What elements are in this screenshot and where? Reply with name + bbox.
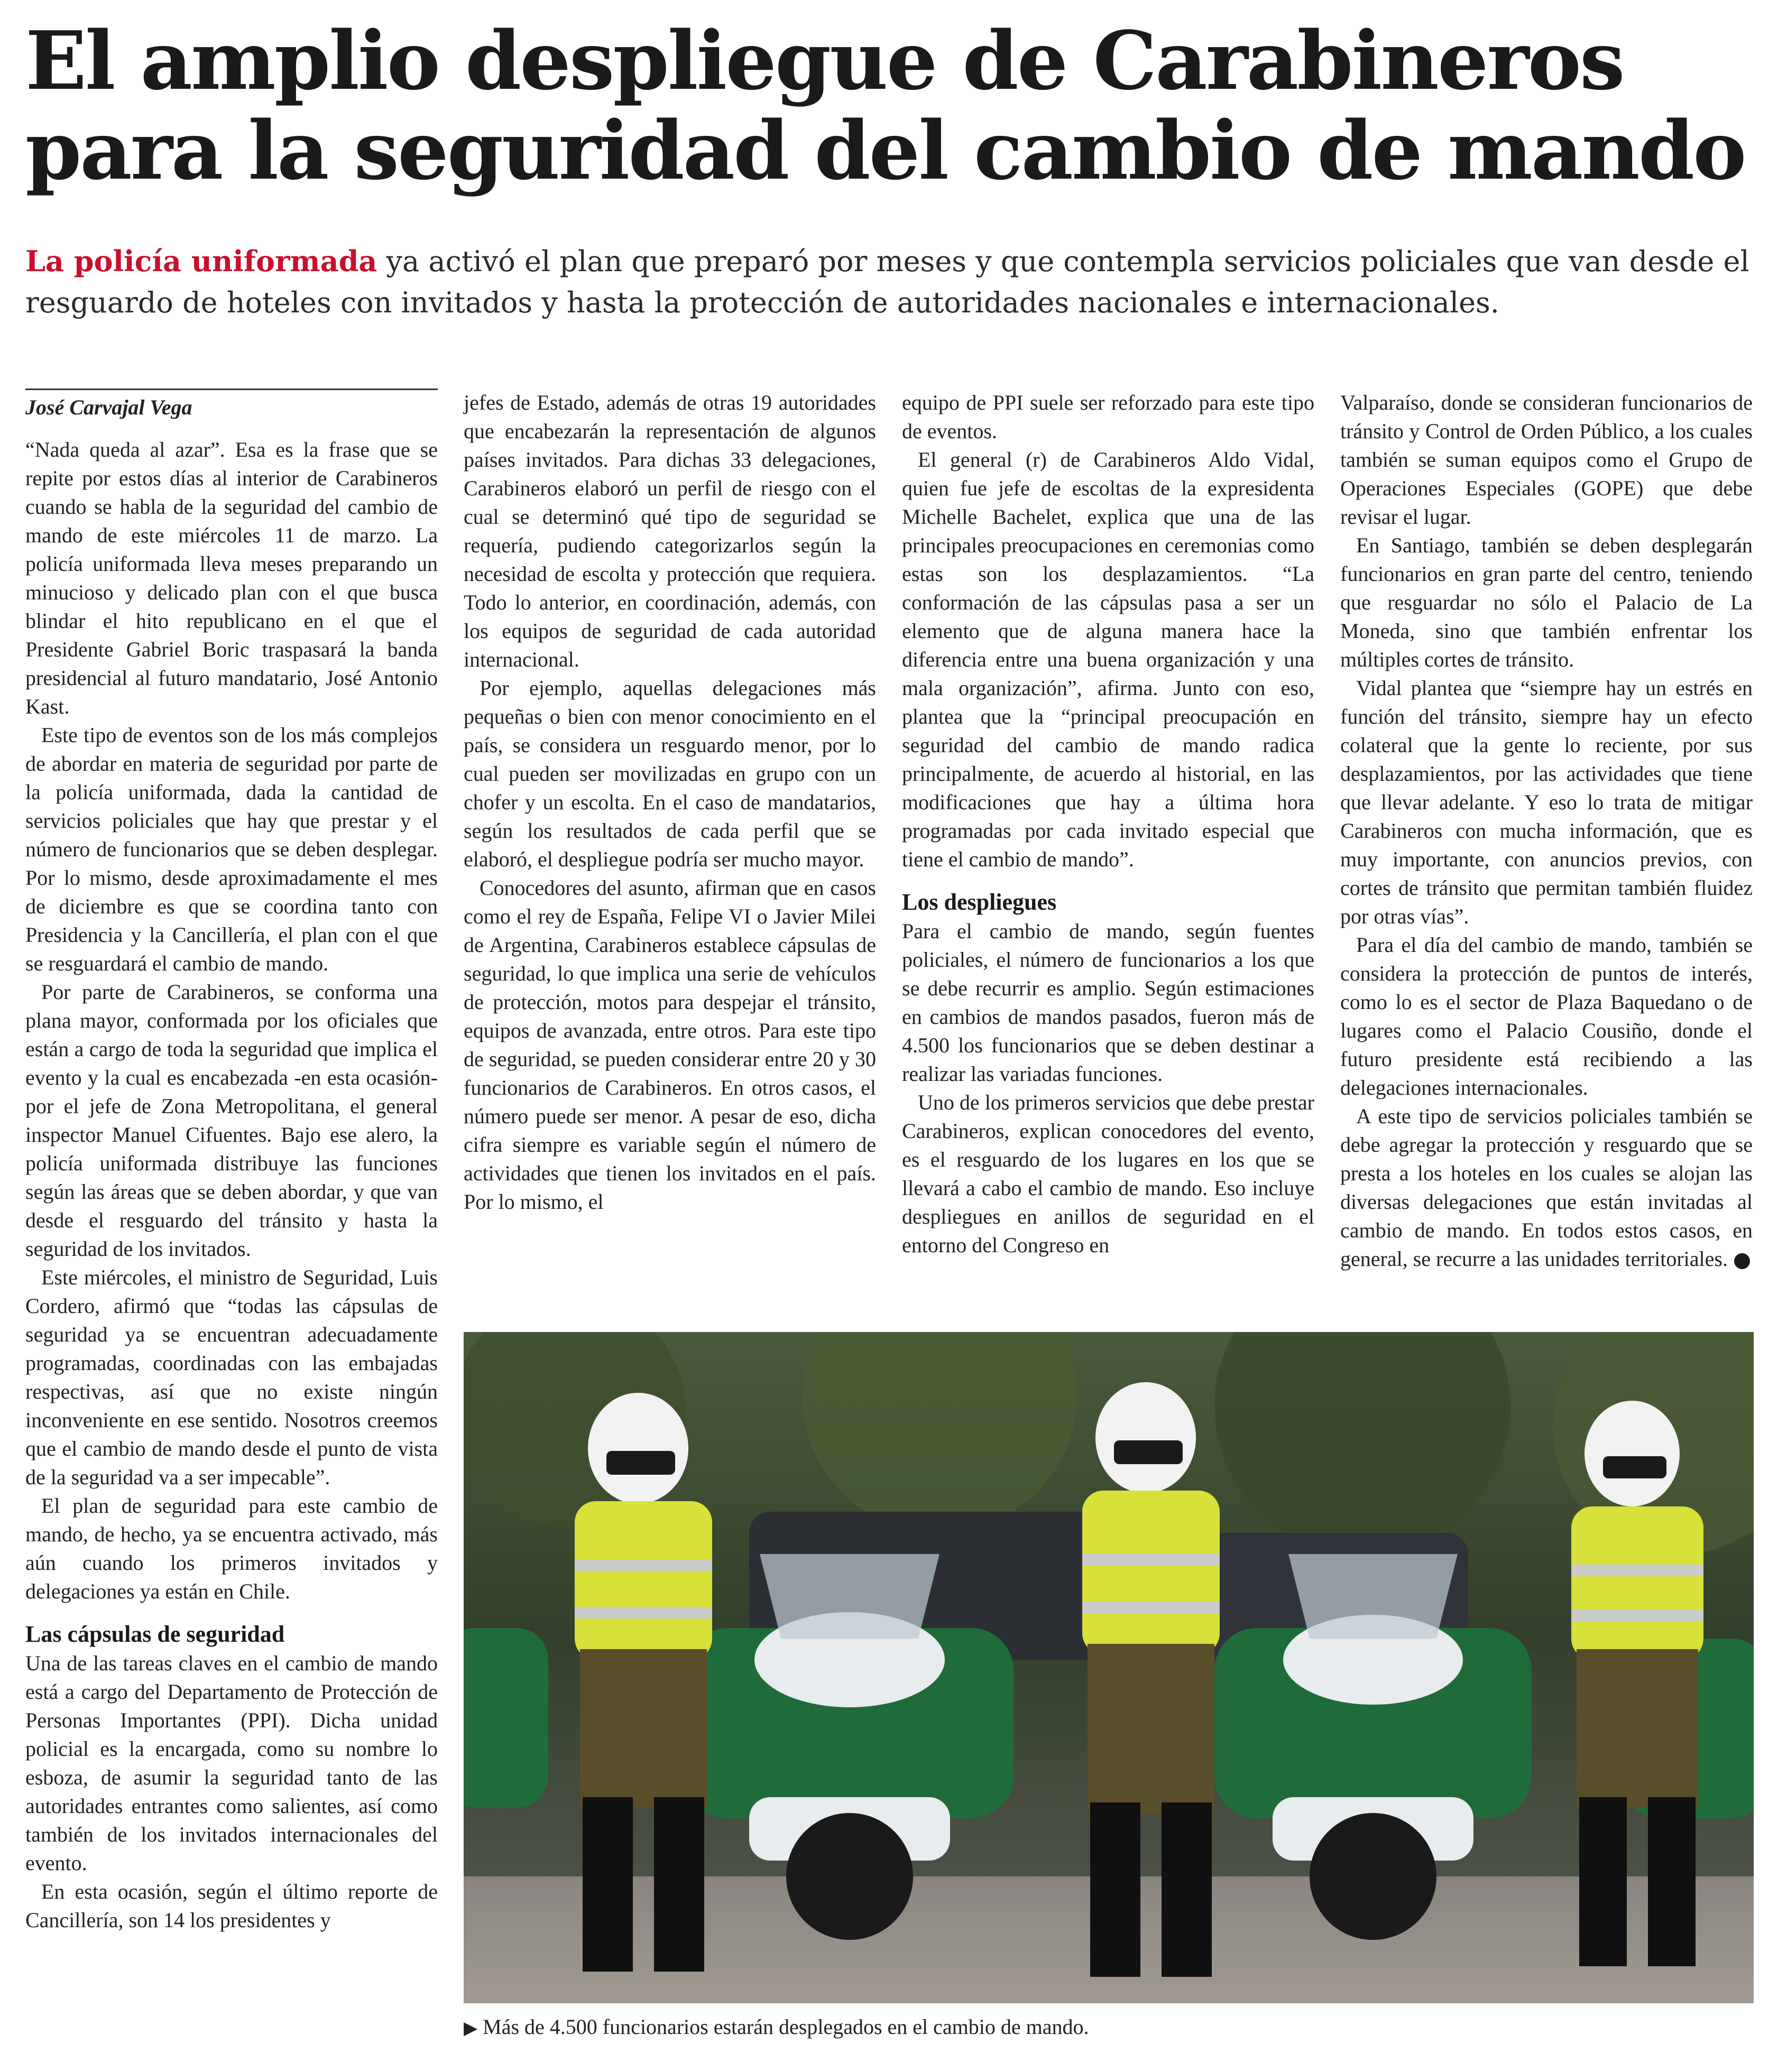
paragraph: Por ejemplo, aquellas delegaciones más pequeñas o bien con menor conocimiento en el país, se considera un resguardo menor, por lo cual pueden ser movilizadas en grupo con un chofer y un escolta. En el caso de mandatarios, según los resultados de cada perfil que se elaboró, el despliegue podría ser mucho mayor. — [464, 676, 876, 871]
column-4 — [1340, 388, 1753, 1273]
photo-caption — [464, 2013, 1754, 2043]
headline: El amplio despliegue de Carabineros para la seguridad del cambio de mando — [25, 13, 1745, 198]
paragraph: El plan de seguridad para este cambio de mando, de hecho, ya se encuentra activado, más aún cuando los primeros invitados y delegaciones ya están en Chile. — [25, 1494, 438, 1603]
paragraph: jefes de Estado, además de otras 19 autoridades que encabezarán la representación de algunos países invitados. Para dichas 33 delegaciones, Carabineros elaboró un perfil de riesgo con el cual se determinó qué tipo de seguridad se requería, pudiendo categorizarlos según la necesidad de escolta y protección que requiera. Todo lo anterior, en coordinación, además, con los equipos de seguridad de cada autoridad internacional. — [464, 391, 876, 671]
caption-triangle-icon: ▶ — [464, 2019, 478, 2038]
deck-text: ya activó el plan que preparó por meses y que contempla servicios policiales que van desde el resguardo de hoteles con invitados y hasta la protección de autoridades nacionales e internacionales. — [25, 245, 1749, 319]
paragraph: Uno de los primeros servicios que debe prestar Carabineros, explican conocedores del evento, es el resguardo de los lugares en los que se llevará a cabo el cambio de mando. Eso incluye despliegues en anillos de seguridad en el entorno del Congreso en — [902, 1090, 1314, 1257]
end-mark-icon — [1734, 1253, 1750, 1269]
caption-text: Más de 4.500 funcionarios estarán desplegados en el cambio de mando. — [483, 2015, 1089, 2039]
paragraph: El general (r) de Carabineros Aldo Vidal, quien fue jefe de escoltas de la expresidenta Michelle Bachelet, explica que una de las principales preocupaciones en ceremonias como estas son los desplazamientos. “La conformación de las cápsulas pasa a ser un elemento que de alguna manera hace la diferencia entre una buena organización y una mala organización”, afirma. Junto con eso, plantea que la “principal preocupación en seguridad del cambio de mando radica principalmente, de acuerdo al historial, en las modificaciones que hay a última hora programadas por cada invitado especial que tiene el cambio de mando”. — [902, 448, 1314, 871]
paragraph: Para el cambio de mando, según fuentes policiales, el número de funcionarios a los que se debe recurrir es amplio. Según estimaciones en cambios de mandos pasados, fueron más de 4.500 los funcionarios que se deben destinar a realizar las variadas funciones. — [902, 919, 1314, 1086]
paragraph: Este miércoles, el ministro de Seguridad, Luis Cordero, afirmó que “todas las cápsulas de seguridad ya se encuentran adecuadamente programadas, coordinadas con las embajadas respectivas, así que no existe ningún inconveniente en ese sentido. Nosotros creemos que el cambio de mando desde el punto de vista de la seguridad va a ser impecable”. — [25, 1265, 438, 1489]
paragraph: “Nada queda al azar”. Esa es la frase que se repite por estos días al interior de Carabineros cuando se habla de la seguridad del cambio de mando de este miércoles 11 de marzo. La policía uniformada lleva meses preparando un minucioso y delicado plan con el que busca blindar el hito republicano en el que el Presidente Gabriel Boric traspasará la banda presidencial al futuro mandatario, José Antonio Kast. — [25, 438, 438, 718]
paragraph: Este tipo de eventos son de los más complejos de abordar en materia de seguridad por parte de la policía uniformada, dada la cantidad de servicios policiales que hay que prestar y el número de funcionarios que se deben desplegar. Por lo mismo, desde aproximadamente el mes de diciembre es que se coordina tanto con Presidencia y la Cancillería, el plan con el que se resguardará el cambio de mando. — [25, 723, 438, 975]
paragraph: Valparaíso, donde se consideran funcionarios de tránsito y Control de Orden Público, a los cuales también se suman equipos como el Grupo de Operaciones Especiales (GOPE) que debe revisar el lugar. — [1340, 391, 1753, 529]
paragraph: equipo de PPI suele ser reforzado para este tipo de eventos. — [902, 391, 1314, 443]
column-2 — [464, 388, 876, 1216]
deck — [25, 240, 1765, 323]
paragraph: Vidal plantea que “siempre hay un estrés en función del tránsito, siempre hay un efecto colateral que la gente lo reciente, por sus desplazamientos, por las actividades que tiene que llevar adelante. Y eso lo trata de mitigar Carabineros con mucha información, que es muy importante, con anuncios previos, con cortes de tránsito que permitan también fluidez por otras vías”. — [1340, 676, 1753, 928]
photo-carabineros-motorcycles — [464, 1332, 1754, 2003]
paragraph: En esta ocasión, según el último reporte de Cancillería, son 14 los presidentes y — [25, 1880, 438, 1932]
column-1 — [25, 388, 438, 1935]
paragraph: Por parte de Carabineros, se conforma una plana mayor, conformada por los oficiales que están a cargo de toda la seguridad que implica el evento y la cual es encabezada -en esta ocasión- por el jefe de Zona Metropolitana, el general inspector Manuel Cifuentes. Bajo ese alero, la policía uniformada distribuye las funciones según las áreas que se deben abordar, y que van desde el resguardo del tránsito y hasta la seguridad de los invitados. — [25, 980, 438, 1261]
paragraph: Una de las tareas claves en el cambio de mando está a cargo del Departamento de Protección de Personas Importantes (PPI). Dicha unidad policial es la encargada, como su nombre lo esboza, de asumir la seguridad tanto de las autoridades entrantes como salientes, así como también de los invitados internacionales del evento. — [25, 1651, 438, 1875]
paragraph: Conocedores del asunto, afirman que en casos como el rey de España, Felipe VI o Javier Milei de Argentina, Carabineros establece cápsulas de seguridad, lo que implica una serie de vehículos de protección, motos para despejar el tránsito, equipos de avanzada, entre otros. Para este tipo de seguridad, se pueden considerar entre 20 y 30 funcionarios de Carabineros. En otros casos, el número puede ser menor. A pesar de eso, dicha cifra siempre es variable según el número de actividades que tienen los invitados en el país. Por lo mismo, el — [464, 876, 876, 1214]
paragraph: Para el día del cambio de mando, también se considera la protección de puntos de interés, como lo es el sector de Plaza Baquedano o de lugares como el Palacio Cousiño, donde el futuro presidente está recibiendo a las delegaciones internacionales. — [1340, 933, 1753, 1099]
column-3 — [902, 388, 1314, 1260]
paragraph-last: A este tipo de servicios policiales también se debe agregar la protección y resguardo que se presta a los hoteles en los cuales se alojan las diversas delegaciones que están invitadas al cambio de mando. En todos estos casos, en general, se recurre a las unidades territoriales. — [1340, 1104, 1753, 1271]
subhead-capsulas: Las cápsulas de seguridad — [25, 1621, 285, 1647]
byline: José Carvajal Vega — [25, 388, 438, 422]
paragraph: En Santiago, también se deben desplegarán funcionarios en gran parte del centro, teniendo que resguardar no sólo el Palacio de La Moneda, sino que también enfrentar los múltiples cortes de tránsito. — [1340, 533, 1753, 671]
deck-kicker: La policía uniformada — [25, 244, 377, 278]
subhead-despliegues: Los despliegues — [902, 889, 1057, 915]
